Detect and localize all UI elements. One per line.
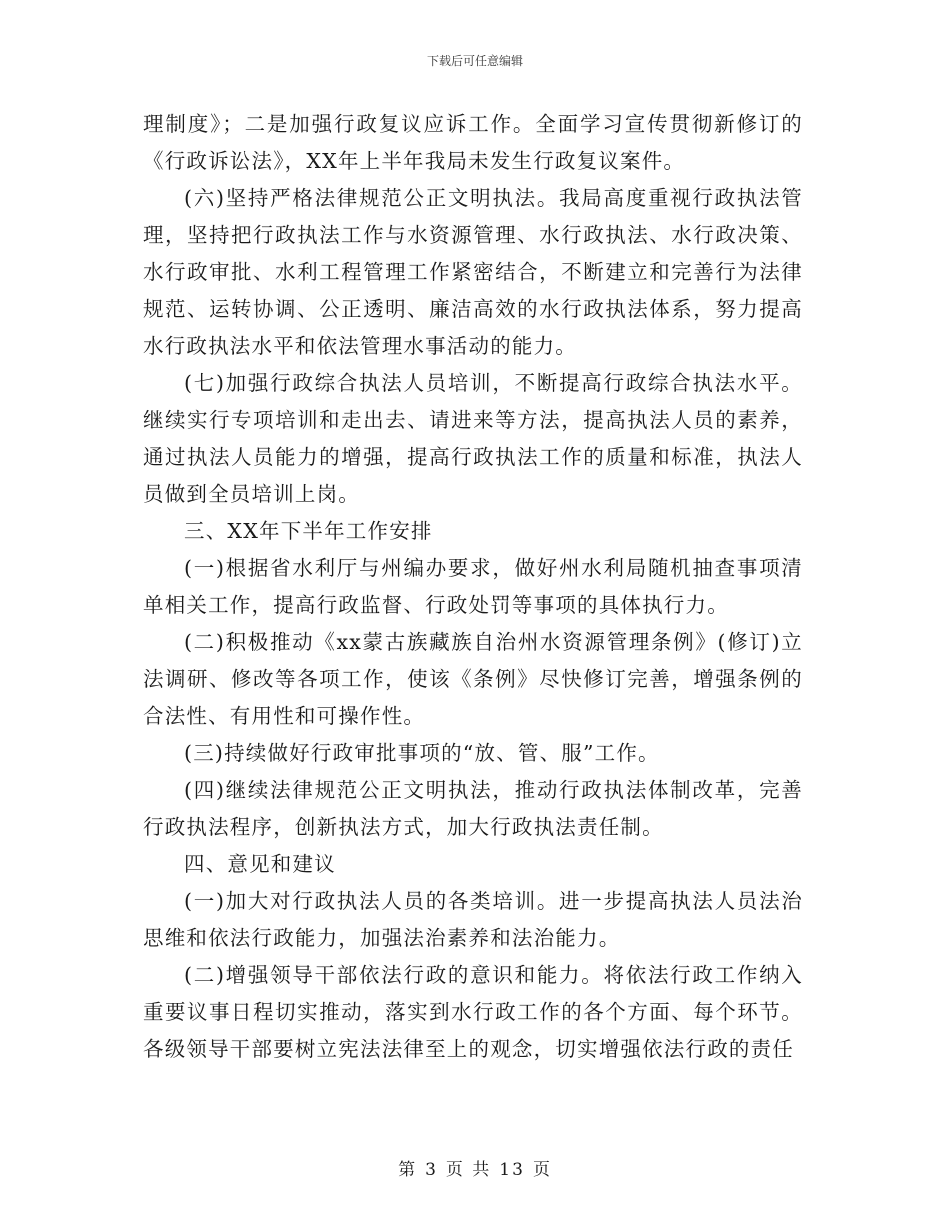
- section-heading: 三、XX年下半年工作安排: [184, 519, 433, 543]
- paragraph: (四)继续法律规范公正文明执法，推动行政执法体制改革，完善行政执法程序，创新执法方式，加大行政执法责任制。: [143, 778, 803, 839]
- paragraph: (二)增强领导干部依法行政的意识和能力。将依法行政工作纳入重要议事日程切实推动，落实到水行政工作的各个方面、每个环节。各级领导干部要树立宪法法律至上的观念，切实增强依法行政的责任: [143, 963, 803, 1061]
- footer-middle: 页 共: [445, 1160, 492, 1180]
- paragraph: (七)加强行政综合执法人员培训，不断提高行政综合执法水平。继续实行专项培训和走出去、请进来等方法，提高执法人员的素养，通过执法人员能力的增强，提高行政执法工作的质量和标准，执法人员做到全员培训上岗。: [143, 371, 803, 506]
- section-heading: 四、意见和建议: [184, 852, 336, 876]
- paragraph: (六)坚持严格法律规范公正文明执法。我局高度重视行政执法管理，坚持把行政执法工作与水资源管理、水行政执法、水行政决策、水行政审批、水利工程管理工作紧密结合，不断建立和完善行为法律规范、运转协调、公正透明、廉洁高效的水行政执法体系，努力提高水行政执法水平和依法管理水事活动的能力。: [143, 186, 803, 358]
- paragraph: (一)根据省水利厅与州编办要求，做好州水利局随机抽查事项清单相关工作，提高行政监督、行政处罚等事项的具体执行力。: [143, 556, 803, 617]
- footer-suffix: 页: [532, 1160, 552, 1180]
- total-page-count: 13: [499, 1160, 525, 1180]
- page-header-note: 下载后可任意编辑: [426, 54, 523, 68]
- paragraph: (一)加大对行政执法人员的各类培训。进一步提高执法人员法治思维和依法行政能力，加强法治素养和法治能力。: [143, 889, 803, 950]
- paragraph: (二)积极推动《xx蒙古族藏族自治州水资源管理条例》(修订)立法调研、修改等各项工作，使该《条例》尽快修订完善，增强条例的合法性、有用性和可操作性。: [143, 630, 803, 728]
- document-body: [143, 106, 803, 1068]
- footer-prefix: 第: [398, 1160, 418, 1180]
- current-page-number: 3: [425, 1160, 438, 1180]
- page-number-footer: [0, 1155, 950, 1180]
- paragraph: 理制度》；二是加强行政复议应诉工作。全面学习宣传贯彻新修订的《行政诉讼法》，XX年上半年我局未发生行政复议案件。: [143, 112, 803, 173]
- paragraph: (三)持续做好行政审批事项的“放、管、服”工作。: [184, 741, 660, 765]
